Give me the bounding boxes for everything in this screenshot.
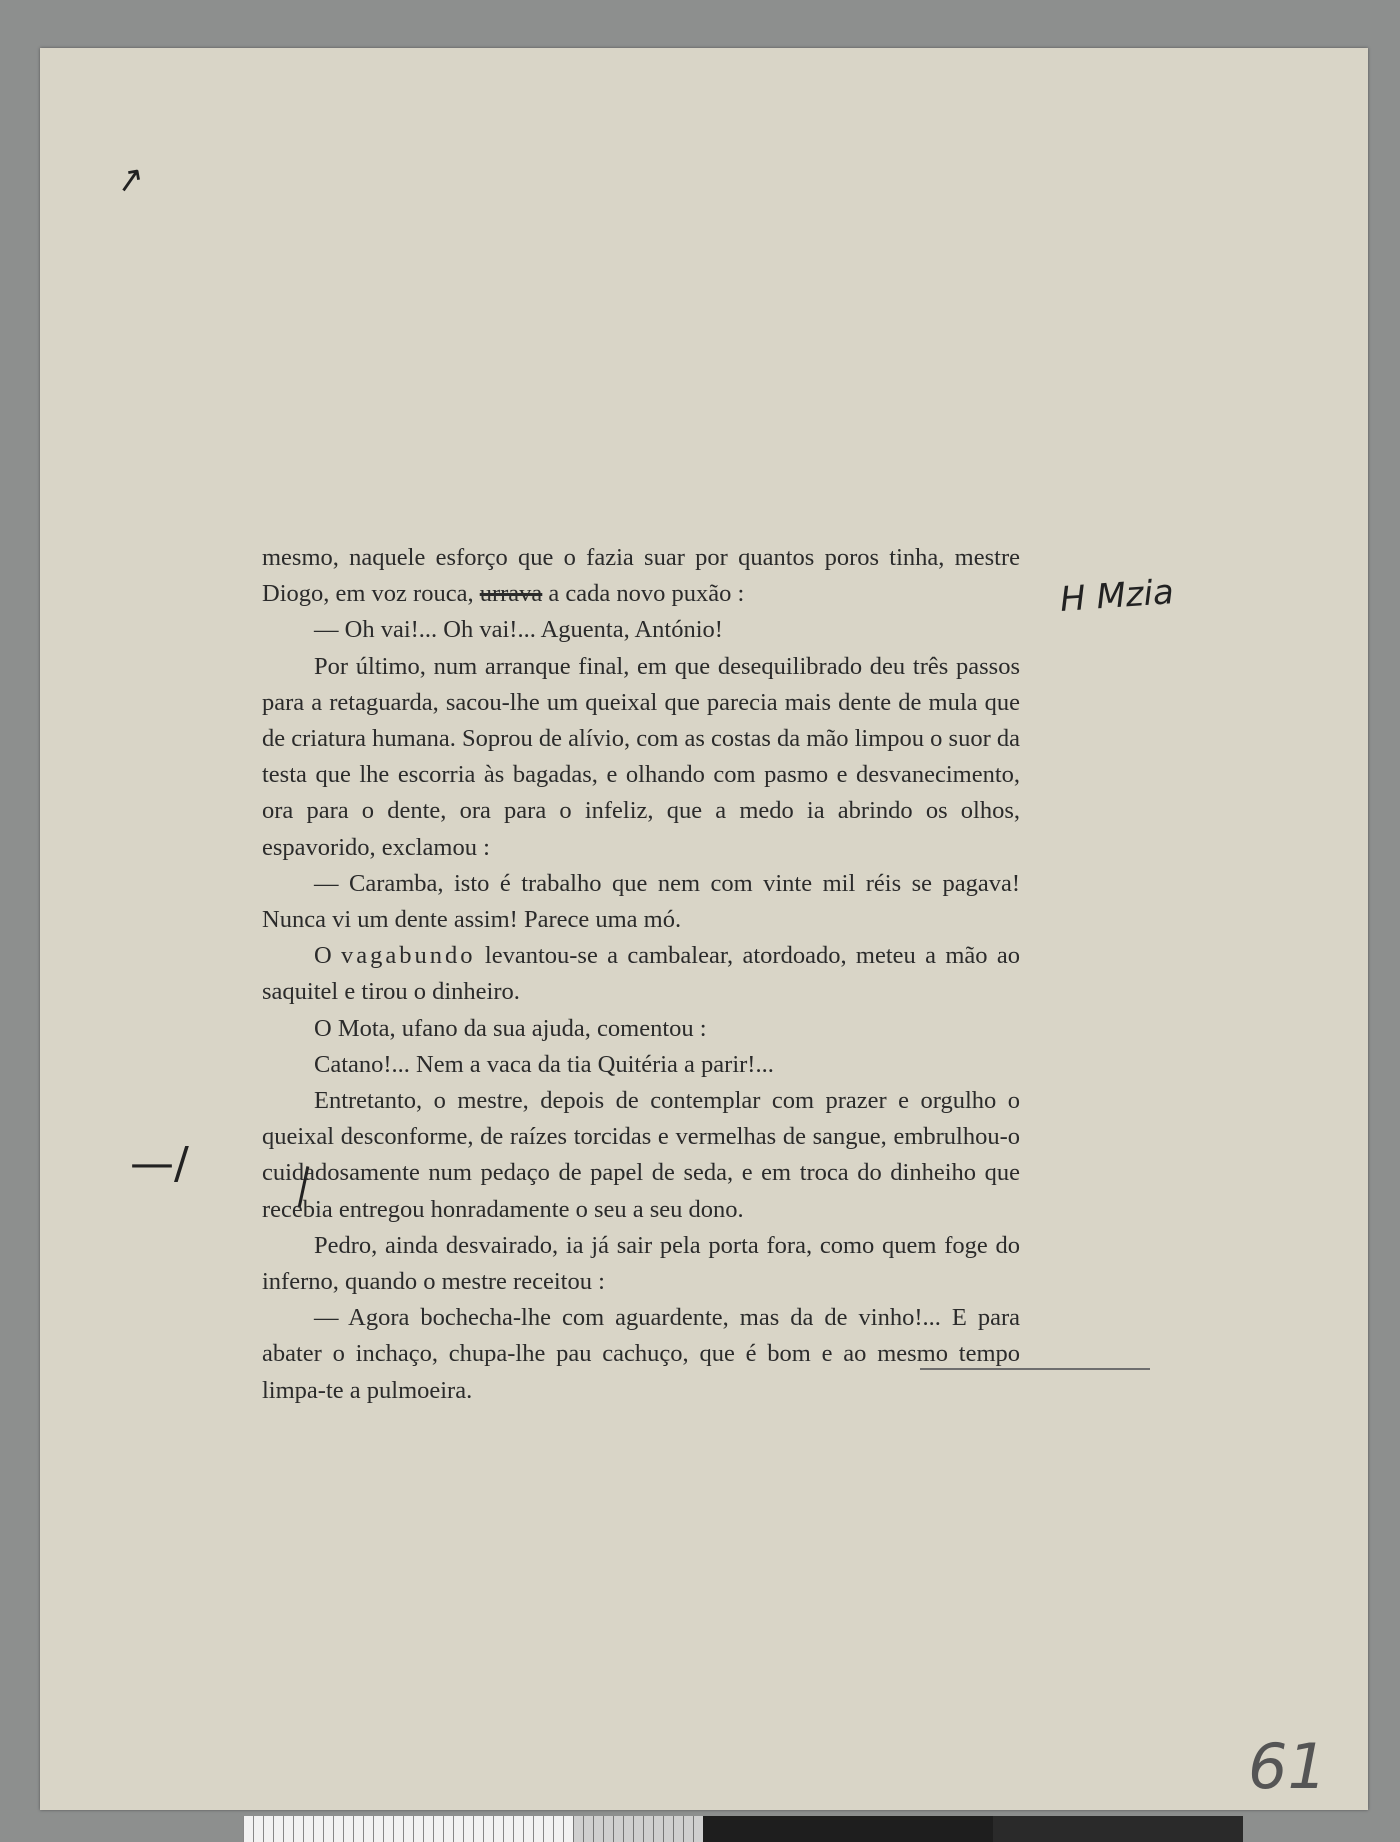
paragraph-4: — Caramba, isto é trabalho que nem com vinte mil réis se pagava! Nunca vi um dente assim! Parece uma mó. [262, 869, 1020, 934]
paragraph-6: O Mota, ufano da sua ajuda, comentou : [314, 1014, 707, 1042]
paragraph-8: Entretanto, o mestre, depois de contemplar com prazer e orgulho o queixal desconforme, de raízes torcidas e vermelhas de sangue, embrulhou-o cuidadosamente num pedaço de papel de seda, e em troca do dinheiho que recebia entregou honradamente o seu a seu dono. [262, 1087, 1020, 1223]
handwritten-margin-note: H Mzia [1058, 572, 1176, 620]
struck-word: urrava [479, 580, 543, 608]
scale-segment-dark [993, 1816, 1243, 1842]
paragraph-3: Por último, num arranque final, em que desequilibrado deu três passos para a retaguarda, sacou-lhe um queixal que parecia mais dente de mula que de criatura humana. Soprou de alívio, com as costas da mão limpou o suor da testa que lhe escorria às bagadas, e olhando com pasmo e desvanecimento, ora para o dente, ora para o infeliz, que a medo ia abrindo os olhos, espavorido, exclamou : [262, 652, 1020, 861]
scale-segment-black [703, 1816, 993, 1842]
document-page [40, 48, 1368, 1810]
paragraph-2: — Oh vai!... Oh vai!... Aguenta, António! [314, 616, 723, 644]
page-number: 61 [1248, 1730, 1327, 1803]
handwritten-margin-mark: —/ [130, 1138, 189, 1189]
handwritten-mark-top: ↗ [112, 157, 148, 203]
paragraph-10: — Agora bochecha-lhe com aguardente, mas da de vinho!... E para abater o inchaço, chupa-lhe pau cachuço, que é bom e ao mesmo tempo limpa-te a pulmoeira. [262, 1304, 1020, 1404]
scale-segment-white [243, 1816, 573, 1842]
scale-segment-gray [573, 1816, 703, 1842]
paragraph-9: Pedro, ainda desvairado, ia já sair pela porta fora, como quem foge do inferno, quando o mestre receitou : [262, 1231, 1020, 1296]
paragraph-5: O vagabundo levantou-se a cambalear, atordoado, meteu a mão ao saquitel e tirou o dinheiro. [262, 942, 1020, 1006]
paragraph-7: Catano!... Nem a vaca da tia Quitéria a parir!... [314, 1050, 774, 1078]
paragraph-1: mesmo, naquele esforço que o fazia suar por quantos poros tinha, mestre Diogo, em voz rouca, urrava a cada novo puxão : [262, 544, 1020, 608]
spaced-word: vagabundo [341, 942, 476, 970]
body-text [262, 540, 1020, 1409]
color-scale-bar [243, 1816, 1243, 1842]
